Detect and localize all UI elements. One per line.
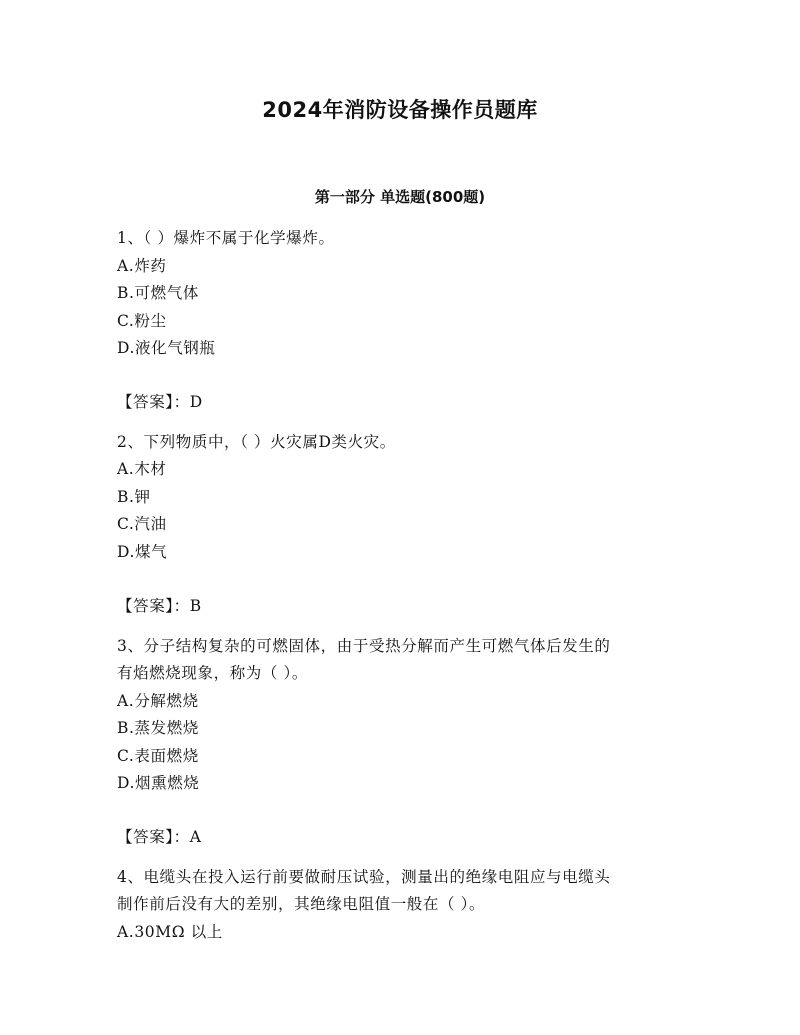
question-2-answer: 【答案】：B <box>117 597 202 615</box>
question-2-stem: 2、下列物质中，（ ）火灾属D类火灾。 <box>117 433 396 451</box>
question-2-option-a: A.木材 <box>117 460 167 478</box>
question-2-option-b: B.钾 <box>117 488 151 506</box>
question-3-answer: 【答案】：A <box>117 828 202 846</box>
question-4-stem-line-1: 4、电缆头在投入运行前要做耐压试验，测量出的绝缘电阻应与电缆头 <box>117 868 611 886</box>
question-2-option-d: D.煤气 <box>117 543 168 561</box>
question-1-stem: 1、（ ）爆炸不属于化学爆炸。 <box>117 229 335 247</box>
question-1-option-b: B.可燃气体 <box>117 284 199 302</box>
question-2-option-c: C.汽油 <box>117 515 167 533</box>
question-4-stem-line-2: 制作前后没有大的差别，其绝缘电阻值一般在（ ）。 <box>117 895 486 913</box>
section-title: 第一部分 单选题(800题) <box>314 188 486 206</box>
question-3-option-d: D.烟熏燃烧 <box>117 774 200 792</box>
question-3-option-c: C.表面燃烧 <box>117 747 199 765</box>
question-1-answer: 【答案】：D <box>117 393 203 411</box>
question-3-option-a: A.分解燃烧 <box>117 692 199 710</box>
question-3-option-b: B.蒸发燃烧 <box>117 719 199 737</box>
question-3-stem-line-2: 有焰燃烧现象，称为（ ）。 <box>117 664 308 682</box>
question-4-option-a: A.30MΩ 以上 <box>117 923 223 941</box>
question-1-option-a: A.炸药 <box>117 257 167 275</box>
question-3-stem-line-1: 3、分子结构复杂的可燃固体，由于受热分解而产生可燃气体后发生的 <box>117 637 611 655</box>
question-1-option-c: C.粉尘 <box>117 312 167 330</box>
page-title: 2024年消防设备操作员题库 <box>262 98 538 122</box>
question-1-option-d: D.液化气钢瓶 <box>117 339 216 357</box>
